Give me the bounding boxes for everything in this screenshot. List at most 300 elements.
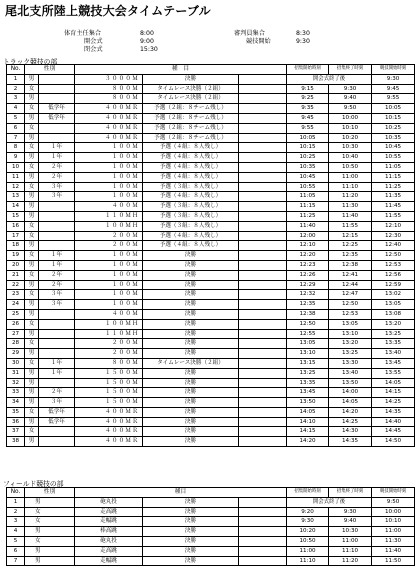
row-no: 8: [7, 143, 25, 153]
row-no: 15: [7, 211, 25, 221]
col-header-sex: 性別: [25, 488, 75, 498]
col-header-sex: 性別: [25, 65, 75, 75]
row-start: 12:40: [372, 241, 415, 251]
row-call-end: 12:44: [329, 280, 372, 290]
row-no: 32: [7, 378, 25, 388]
row-note: [239, 437, 287, 447]
row-start: 14:45: [372, 427, 415, 437]
row-note: [239, 388, 287, 398]
row-sex: 男: [25, 349, 39, 359]
row-round: 決勝: [143, 427, 239, 437]
row-no: 5: [7, 113, 25, 123]
row-event: １００Ｍ: [75, 251, 143, 261]
table-row: [7, 74, 415, 84]
row-note: [239, 517, 287, 527]
table-row: [7, 329, 415, 339]
row-event: 棒高跳: [75, 527, 143, 537]
row-call-start: 12:50: [287, 319, 329, 329]
col-header-no: No.: [7, 488, 25, 498]
row-call-end: 12:38: [329, 260, 372, 270]
row-event: １００Ｍ: [75, 143, 143, 153]
row-event: ４００ＭＲ: [75, 133, 143, 143]
row-note: [239, 172, 287, 182]
row-round: 予選（４組：８人残し）: [143, 172, 239, 182]
row-start: 9:30: [372, 74, 415, 84]
table-row: [7, 172, 415, 182]
row-note: [239, 300, 287, 310]
row-event: ４００ＭＲ: [75, 104, 143, 114]
row-call-end: 12:53: [329, 309, 372, 319]
row-event: １００Ｍ: [75, 182, 143, 192]
row-event: １５００Ｍ: [75, 388, 143, 398]
row-no: 24: [7, 300, 25, 310]
table-row: [7, 368, 415, 378]
row-call-end: 14:00: [329, 388, 372, 398]
row-grade: [39, 94, 75, 104]
row-start: 10:00: [372, 507, 415, 517]
row-call-end: 11:55: [329, 221, 372, 231]
row-event: １００Ｍ: [75, 290, 143, 300]
row-event: ２００Ｍ: [75, 349, 143, 359]
row-sex: 男: [25, 153, 39, 163]
row-round: 予選（４組：８人残し）: [143, 153, 239, 163]
row-start: 14:25: [372, 398, 415, 408]
row-sex: 男: [25, 133, 39, 143]
row-note: [239, 113, 287, 123]
table-row: [7, 427, 415, 437]
row-no: 21: [7, 270, 25, 280]
schedule-item: 競技開始 9:30: [246, 38, 310, 45]
row-note: [239, 241, 287, 251]
row-sex: 女: [25, 123, 39, 133]
row-start: 11:15: [372, 172, 415, 182]
row-sex: 男: [25, 556, 75, 566]
row-call-end: 13:25: [329, 349, 372, 359]
row-call-start: 10:15: [287, 143, 329, 153]
row-note: [239, 556, 287, 566]
row-grade: １年: [39, 368, 75, 378]
row-note: [239, 153, 287, 163]
row-sex: 男: [25, 241, 39, 251]
row-sex: 男: [25, 172, 39, 182]
row-no: 37: [7, 427, 25, 437]
row-round: 予選（３組：８人残し）: [143, 202, 239, 212]
row-event: 砲丸投: [75, 497, 143, 507]
row-grade: [39, 84, 75, 94]
row-round: 決勝: [143, 546, 239, 556]
row-event: １００Ｍ: [75, 270, 143, 280]
row-grade: [39, 211, 75, 221]
row-note: [239, 329, 287, 339]
row-sex: 男: [25, 192, 39, 202]
table-row: [7, 211, 415, 221]
row-note: [239, 507, 287, 517]
row-note: [239, 211, 287, 221]
row-event: １００Ｍ: [75, 300, 143, 310]
row-round: 決勝: [143, 339, 239, 349]
row-start: 11:40: [372, 546, 415, 556]
row-event: １００Ｍ: [75, 172, 143, 182]
col-header-event: 種目: [75, 488, 287, 498]
row-call-end: 13:10: [329, 329, 372, 339]
table-row: [7, 407, 415, 417]
table-row: [7, 280, 415, 290]
row-grade: [39, 437, 75, 447]
row-start: 9:55: [372, 94, 415, 104]
col-header-call-start: 招集開始時刻: [287, 488, 329, 498]
row-call-end: 10:30: [329, 527, 372, 537]
row-grade: [39, 123, 75, 133]
row-sex: 女: [25, 182, 39, 192]
row-note: [239, 123, 287, 133]
row-grade: ２年: [39, 172, 75, 182]
row-no: 3: [7, 517, 25, 527]
row-note: [239, 74, 287, 84]
row-event: １００Ｍ: [75, 192, 143, 202]
row-call-start: 12:23: [287, 260, 329, 270]
col-header-start: 競技開始時刻: [372, 488, 415, 498]
row-sex: 女: [25, 290, 39, 300]
row-no: 2: [7, 84, 25, 94]
table-row: [7, 221, 415, 231]
row-call-start: 12:55: [287, 329, 329, 339]
row-note: [239, 417, 287, 427]
table-row: [7, 104, 415, 114]
row-call-start: 11:40: [287, 221, 329, 231]
row-call-end: 14:25: [329, 417, 372, 427]
row-call-start: 9:35: [287, 104, 329, 114]
row-start: 13:25: [372, 329, 415, 339]
row-call-end: 9:30: [329, 507, 372, 517]
row-event: １１０ＭＨ: [75, 211, 143, 221]
row-no: 34: [7, 398, 25, 408]
row-event: ４００Ｍ: [75, 309, 143, 319]
row-call-start: 11:15: [287, 202, 329, 212]
table-row: [7, 153, 415, 163]
row-round: 予選（３組：８人残し）: [143, 221, 239, 231]
table-row: [7, 231, 415, 241]
row-note: [239, 546, 287, 556]
row-call-end: 14:05: [329, 398, 372, 408]
row-sex: 女: [25, 407, 39, 417]
page-title: 尾北支所陸上競技大会タイムテーブル: [5, 4, 211, 18]
col-header-no: No.: [7, 65, 25, 75]
table-row: [7, 527, 415, 537]
row-round: 決勝: [143, 517, 239, 527]
row-call-end: 13:05: [329, 319, 372, 329]
row-grade: [39, 74, 75, 84]
row-sex: 男: [25, 378, 39, 388]
row-no: 17: [7, 231, 25, 241]
row-call-start: 10:20: [287, 527, 329, 537]
row-grade: [39, 221, 75, 231]
table-row: [7, 241, 415, 251]
row-note: [239, 378, 287, 388]
track-table: [6, 64, 415, 447]
row-note: [239, 84, 287, 94]
col-header-event: 種 目: [75, 65, 287, 75]
row-sex: 男: [25, 300, 39, 310]
row-sex: 男: [25, 309, 39, 319]
row-no: 23: [7, 290, 25, 300]
row-start: 12:59: [372, 280, 415, 290]
row-no: 6: [7, 546, 25, 556]
row-round: 決勝: [143, 407, 239, 417]
row-note: [239, 143, 287, 153]
row-no: 38: [7, 437, 25, 447]
row-note: [239, 398, 287, 408]
table-row: [7, 251, 415, 261]
row-no: 27: [7, 329, 25, 339]
row-sex: 男: [25, 527, 75, 537]
row-start: 14:35: [372, 407, 415, 417]
table-row: [7, 556, 415, 566]
table-row: [7, 437, 415, 447]
row-grade: [39, 319, 75, 329]
schedule-item: 開会式 9:00: [84, 38, 154, 45]
row-sex: 男: [25, 94, 39, 104]
row-call-start: 12:00: [287, 231, 329, 241]
row-event: ３０００Ｍ: [75, 74, 143, 84]
row-round: 予選（４組：８人残し）: [143, 162, 239, 172]
table-row: [7, 113, 415, 123]
row-round: 予選（４組：８人残し）: [143, 231, 239, 241]
row-call-start: 14:20: [287, 437, 329, 447]
row-grade: [39, 329, 75, 339]
row-event: １１０ＭＨ: [75, 329, 143, 339]
row-grade: ３年: [39, 290, 75, 300]
row-grade: ３年: [39, 398, 75, 408]
field-header-row: [7, 488, 415, 498]
row-grade: ３年: [39, 192, 75, 202]
row-sex: 女: [25, 104, 39, 114]
row-note: [239, 358, 287, 368]
row-round: タイムレース決勝（２組）: [143, 84, 239, 94]
row-note: [239, 368, 287, 378]
table-row: [7, 270, 415, 280]
row-grade: [39, 241, 75, 251]
row-no: 20: [7, 260, 25, 270]
row-call-end: 12:25: [329, 241, 372, 251]
row-start: 11:30: [372, 536, 415, 546]
row-event: ４００ＭＲ: [75, 437, 143, 447]
row-no: 3: [7, 94, 25, 104]
row-note: [239, 133, 287, 143]
row-grade: １年: [39, 153, 75, 163]
row-note: [239, 319, 287, 329]
row-start: 12:30: [372, 231, 415, 241]
row-start: 13:08: [372, 309, 415, 319]
row-event: 走高跳: [75, 546, 143, 556]
row-sex: 男: [25, 546, 75, 556]
row-round: 決勝: [143, 437, 239, 447]
row-start: 14:50: [372, 437, 415, 447]
row-note: [239, 427, 287, 437]
row-event: ２００Ｍ: [75, 241, 143, 251]
row-note: [239, 260, 287, 270]
schedule-right: [234, 30, 310, 46]
row-round: 予選（４組：８人残し）: [143, 241, 239, 251]
row-round: 決勝: [143, 319, 239, 329]
row-call-end: 13:30: [329, 358, 372, 368]
row-note: [239, 290, 287, 300]
row-sex: 女: [25, 319, 39, 329]
table-row: [7, 417, 415, 427]
row-call-start: 11:00: [287, 546, 329, 556]
row-start: 10:10: [372, 517, 415, 527]
row-call-end: 10:50: [329, 162, 372, 172]
row-start: 11:55: [372, 211, 415, 221]
row-no: 36: [7, 417, 25, 427]
row-call-start: 14:10: [287, 417, 329, 427]
row-sex: 男: [25, 368, 39, 378]
row-start: 14:15: [372, 388, 415, 398]
row-round: 決勝: [143, 536, 239, 546]
row-no: 1: [7, 74, 25, 84]
row-call-end: 12:41: [329, 270, 372, 280]
row-round: 決勝: [143, 378, 239, 388]
row-round: 決勝: [143, 556, 239, 566]
table-row: [7, 260, 415, 270]
row-start: 10:55: [372, 153, 415, 163]
row-grade: [39, 378, 75, 388]
row-event: ２００Ｍ: [75, 231, 143, 241]
row-no: 7: [7, 556, 25, 566]
row-start: 10:05: [372, 104, 415, 114]
row-grade: ２年: [39, 162, 75, 172]
row-note: [239, 231, 287, 241]
row-note: [239, 309, 287, 319]
table-row: [7, 300, 415, 310]
row-call-start: 12:38: [287, 309, 329, 319]
row-start: 13:02: [372, 290, 415, 300]
row-call-start: 9:15: [287, 84, 329, 94]
row-call-start: 13:45: [287, 388, 329, 398]
row-call-end: 14:35: [329, 437, 372, 447]
row-event: ４００ＭＲ: [75, 417, 143, 427]
row-sex: 女: [25, 143, 39, 153]
row-call-end: 12:35: [329, 251, 372, 261]
row-call-end: 11:40: [329, 211, 372, 221]
table-row: [7, 507, 415, 517]
row-call-end: 13:20: [329, 339, 372, 349]
row-start: 9:45: [372, 84, 415, 94]
table-row: [7, 546, 415, 556]
row-event: ４００ＭＲ: [75, 123, 143, 133]
row-start: 11:50: [372, 556, 415, 566]
row-call-start: 10:50: [287, 536, 329, 546]
row-round: 予選（２組：８チーム残し）: [143, 104, 239, 114]
row-call-end: 12:50: [329, 300, 372, 310]
row-no: 7: [7, 133, 25, 143]
row-grade: [39, 349, 75, 359]
row-no: 28: [7, 339, 25, 349]
row-call-start: 14:15: [287, 427, 329, 437]
row-no: 2: [7, 507, 25, 517]
table-row: [7, 388, 415, 398]
row-sex: 男: [25, 113, 39, 123]
row-grade: [39, 133, 75, 143]
row-sex: 男: [25, 329, 39, 339]
row-sex: 男: [25, 74, 39, 84]
row-no: 30: [7, 358, 25, 368]
row-round: 決勝: [143, 388, 239, 398]
row-call-end: 11:20: [329, 192, 372, 202]
row-sex: 女: [25, 162, 39, 172]
row-start: 13:05: [372, 300, 415, 310]
row-round: 予選（４組：８人残し）: [143, 143, 239, 153]
row-call-end: 12:47: [329, 290, 372, 300]
row-event: ８００Ｍ: [75, 84, 143, 94]
row-call-end: 11:00: [329, 536, 372, 546]
table-row: [7, 497, 415, 507]
schedule-left: [64, 30, 158, 54]
row-no: 12: [7, 182, 25, 192]
row-round: 決勝: [143, 270, 239, 280]
table-row: [7, 319, 415, 329]
row-no: 4: [7, 527, 25, 537]
row-event: ４００ＭＲ: [75, 407, 143, 417]
row-round: 決勝: [143, 349, 239, 359]
table-row: [7, 202, 415, 212]
row-note: [239, 162, 287, 172]
row-no: 10: [7, 162, 25, 172]
row-note: [239, 251, 287, 261]
row-no: 22: [7, 280, 25, 290]
row-call-start: 9:25: [287, 94, 329, 104]
row-grade: １年: [39, 251, 75, 261]
row-call-end: 11:00: [329, 172, 372, 182]
row-event: ８００Ｍ: [75, 94, 143, 104]
row-call-start: 13:10: [287, 349, 329, 359]
row-call-start: 13:50: [287, 398, 329, 408]
row-event: 砲丸投: [75, 536, 143, 546]
row-call-start: 11:05: [287, 192, 329, 202]
row-sex: 男: [25, 202, 39, 212]
row-start: 10:25: [372, 123, 415, 133]
row-grade: [39, 427, 75, 437]
row-grade: 低学年: [39, 113, 75, 123]
row-call-end: 9:40: [329, 94, 372, 104]
row-round: 決勝: [143, 309, 239, 319]
row-no: 5: [7, 536, 25, 546]
row-round: タイムレース決勝（２組）: [143, 358, 239, 368]
row-call-start: 12:29: [287, 280, 329, 290]
table-row: [7, 143, 415, 153]
row-event: １００Ｍ: [75, 153, 143, 163]
row-grade: 低学年: [39, 417, 75, 427]
row-no: 31: [7, 368, 25, 378]
row-call-start: 13:25: [287, 368, 329, 378]
table-row: [7, 349, 415, 359]
row-sex: 女: [25, 231, 39, 241]
row-call-start: 11:25: [287, 211, 329, 221]
row-sex: 男: [25, 417, 39, 427]
row-call-end: 13:40: [329, 368, 372, 378]
row-call-start: 10:25: [287, 153, 329, 163]
row-event: ２００Ｍ: [75, 339, 143, 349]
schedule-item: 審判員集合 8:30: [234, 30, 310, 37]
row-start: 11:05: [372, 162, 415, 172]
row-call-end: 14:30: [329, 427, 372, 437]
row-start: 10:15: [372, 113, 415, 123]
track-section-title: トラック競技の部: [3, 58, 58, 66]
row-no: 35: [7, 407, 25, 417]
row-no: 16: [7, 221, 25, 231]
row-sex: 女: [25, 270, 39, 280]
row-grade: 低学年: [39, 104, 75, 114]
table-row: [7, 398, 415, 408]
